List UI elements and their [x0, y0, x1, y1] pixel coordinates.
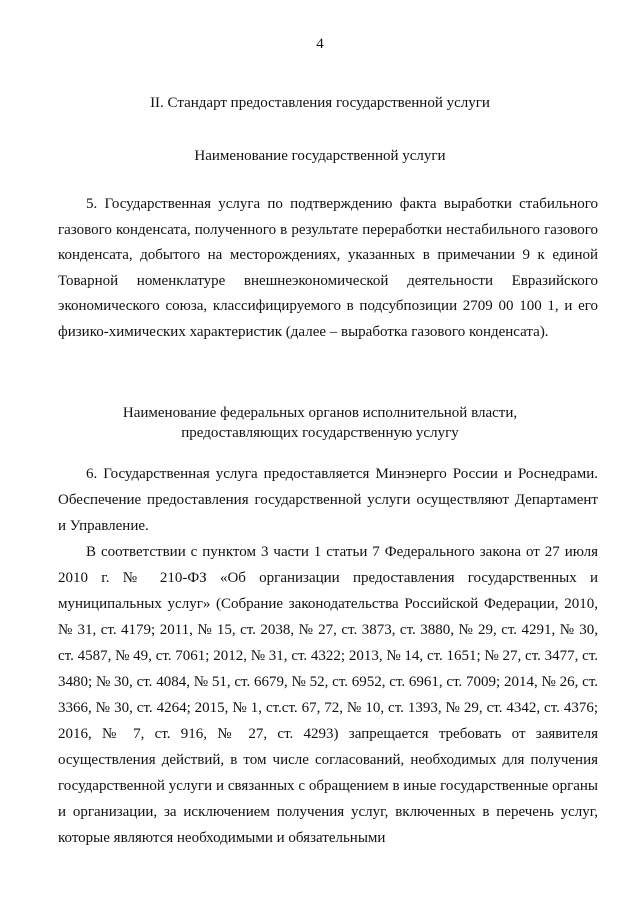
paragraph-6: 6. Государственная услуга предоставляется Минэнерго России и Роснедрами. Обеспечение предоставления государственной услуги осуществляют Департамент и Управление.	[58, 466, 598, 534]
subheading-service-name: Наименование государственной услуги	[194, 148, 446, 164]
page-number: 4	[316, 36, 324, 52]
subheading-authorities-line-1: Наименование федеральных органов исполнительной власти,	[122, 405, 518, 421]
paragraph-5: 5. Государственная услуга по подтверждению факта выработки стабильного газового конденсата, полученного в результате переработки нестабильного газового конденсата, добытого на месторождениях, указанных в примечании 9 к единой Товарной номенклатуре внешнеэкономической деятельности Евразийского экономического союза, классифицируемого в подсубпозиции 2709 00 100 1, и его физико-химических характеристик (далее – выработка газового конденсата).	[58, 196, 598, 340]
paragraph-7: В соответствии с пунктом 3 части 1 статьи 7 Федерального закона от 27 июля 2010 г. № 210-ФЗ «Об организации предоставления государственных и муниципальных услуг» (Собрание законодательства Российской Федерации, 2010, № 31, ст. 4179; 2011, № 15, ст. 2038, № 27, ст. 3873, ст. 3880, № 29, ст. 4291, № 30, ст. 4587, № 49, ст. 7061; 2012, № 31, ст. 4322; 2013, № 14, ст. 1651; № 27, ст. 3477, ст. 3480; № 30, ст. 4084, № 51, ст. 6679, № 52, ст. 6952, ст. 6961, ст. 7009; 2014, № 26, ст. 3366, № 30, ст. 4264; 2015, № 1, ст.ст. 67, 72, № 10, ст. 1393, № 29, ст. 4342, ст. 4376; 2016, № 7, ст. 916, № 27, ст. 4293) запрещается требовать от заявителя осуществления действий, в том числе согласований, необходимых для получения государственной услуги и связанных с обращением в иные государственные органы и организации, за исключением получения услуг, включенных в перечень услуг, которые являются необходимыми и обязательными	[58, 544, 598, 846]
subheading-authorities-line-2: предоставляющих государственную услугу	[181, 425, 459, 441]
section-title: II. Стандарт предоставления государственной услуги	[150, 95, 490, 111]
